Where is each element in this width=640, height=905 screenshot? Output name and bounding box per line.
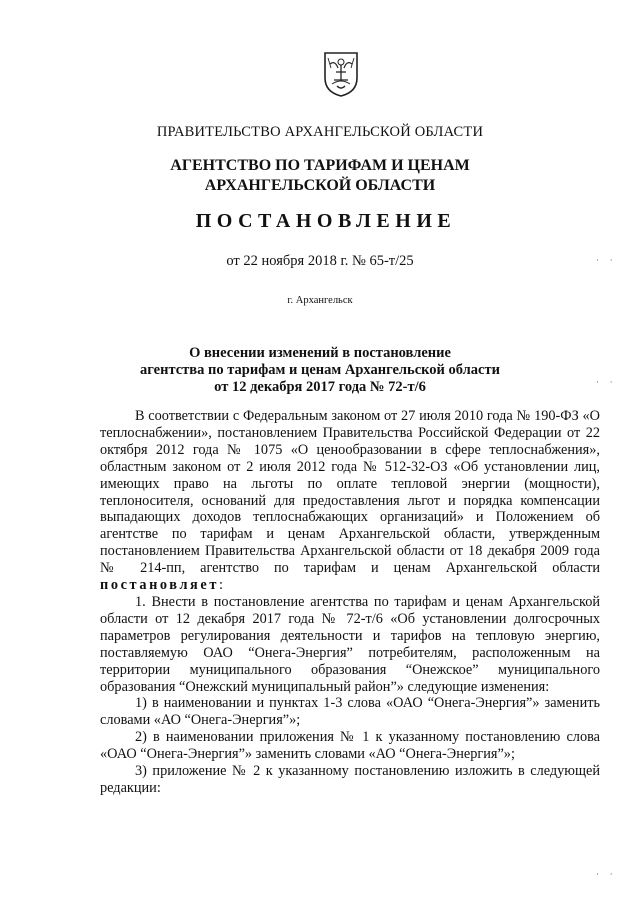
document-type: ПОСТАНОВЛЕНИЕ: [195, 210, 457, 232]
coat-of-arms-icon: [322, 50, 360, 98]
scan-artifact: · ·: [596, 256, 617, 266]
agency-name-line2: АРХАНГЕЛЬСКОЙ ОБЛАСТИ: [204, 177, 436, 194]
decree-colon: :: [218, 577, 223, 594]
subitem-1-paragraph: 1) в наименовании и пунктах 1-3 слова «ОАО “Онега-Энергия”» заменить словами «АО “Онега-Энергия”»;: [100, 695, 600, 729]
government-name: ПРАВИТЕЛЬСТВО АРХАНГЕЛЬСКОЙ ОБЛАСТИ: [156, 124, 484, 140]
subitem-2-paragraph: 2) в наименовании приложения № 1 к указанному постановлению слова «ОАО “Онега-Энергия”» заменить словами «АО “Онега-Энергия”»;: [100, 729, 600, 763]
agency-name-line1: АГЕНТСТВО ПО ТАРИФАМ И ЦЕНАМ: [170, 157, 470, 174]
subject-line2: агентства по тарифам и ценам Архангельской области: [140, 362, 500, 378]
scan-artifact: · ·: [596, 870, 617, 880]
document-body: [100, 408, 600, 797]
item-1-paragraph: 1. Внести в постановление агентства по тарифам и ценам Архангельской области от 12 декабря 2017 года № 72-т/6 «Об установлении долгосрочных параметров регулирования деятельности и тарифов на тепловую энергию, поставляемую ОАО “Онега-Энергия” потребителям, расположенным на территории муниципального образования “Онежское” муниципального образования “Онежский муниципальный район”» следующие изменения:: [100, 593, 600, 695]
preamble-paragraph: [100, 408, 600, 594]
document-date-number: от 22 ноября 2018 г. № 65-т/25: [226, 253, 414, 269]
subject-line3: от 12 декабря 2017 года № 72-т/6: [214, 379, 426, 395]
scan-artifact: · ·: [596, 378, 617, 388]
decree-word: постановляет: [100, 577, 219, 594]
subject-line1: О внесении изменений в постановление: [189, 345, 451, 361]
document-city: г. Архангельск: [287, 295, 353, 306]
preamble-text: В соответствии с Федеральным законом от 27 июля 2010 года № 190-ФЗ «О теплоснабжении», постановлением Правительства Российской Федерации от 22 октября 2012 года № 1075 «О ценообразовании в сфере теплоснабжения», областным законом от 2 июля 2012 года № 512-32-ОЗ «Об установлении лиц, имеющих право на льготы по оплате тепловой энергии (мощности), теплоносителя, оснований для предоставления льгот и порядка компенсации выпадающих доходов теплоснабжающих организаций» и Положением об агентстве по тарифам и ценам Архангельской области, утвержденным постановлением Правительства Архангельской области от 18 декабря 2009 года № 214-пп, агентство по тарифам и ценам Архангельской области: [100, 408, 600, 577]
subitem-3-paragraph: 3) приложение № 2 к указанному постановлению изложить в следующей редакции:: [100, 763, 600, 796]
